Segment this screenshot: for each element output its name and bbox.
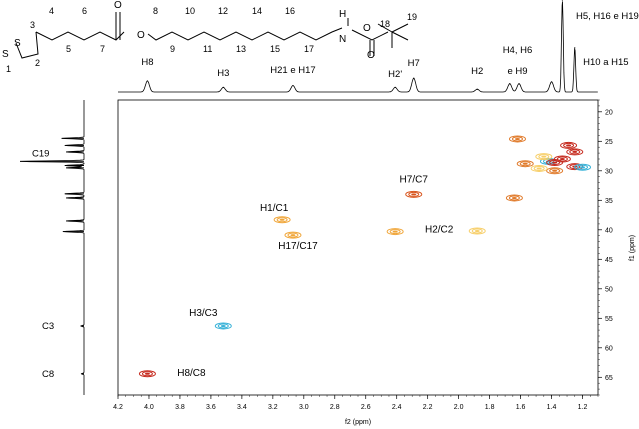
cross-peak-label: H2/C2 [424,224,454,236]
cross-peak-core [145,373,150,375]
plot-border [118,100,598,395]
carbon-number-8: 8 [153,6,159,16]
top-projection-peak [477,89,478,90]
cross-peak [387,229,403,235]
x-tick-label: 1.2 [577,404,588,411]
cross-peaks [139,136,590,377]
top-projection-label: e H9 [507,66,528,77]
x-tick-label: 1.8 [484,404,495,411]
side-projection-label: C19 [32,148,50,160]
cross-peak [506,195,522,201]
cross-peak-core [552,162,557,164]
y-tick-label: 20 [605,109,613,117]
top-projection-peak [395,87,396,88]
cross-peak [547,168,563,174]
atom-s1: S [2,49,9,60]
top-projection-label: H5, H16 e H19 [575,11,639,22]
x-tick-label: 3.4 [237,404,247,411]
cross-peak-core [393,231,398,233]
cross-peak [285,232,301,238]
x-tick-label: 3.8 [175,404,185,411]
carbon-number-9: 9 [170,44,176,54]
atom-o-carbamate-carbonyl: O [367,50,375,61]
cross-peak [274,217,290,223]
top-projection-label: H21 e H17 [270,65,316,76]
y-axis-title: f1 (ppm) [629,234,636,262]
atom-s2: S [14,38,21,49]
atom-o-carbonyl: O [114,0,122,11]
top-projection-peak [147,80,148,81]
y-tick-label: 60 [605,345,613,353]
top-projection-peak [292,85,293,86]
cross-peak-label: H3/C3 [189,307,218,319]
cross-peak-core [572,151,577,153]
cross-peak [469,228,485,234]
y-tick-label: 45 [605,256,613,264]
cross-peak-core [290,234,295,236]
atom-o-carbamate-ether: O [363,23,371,34]
x-tick-label: 3.6 [206,404,216,411]
cross-peak-labels [177,174,454,378]
carbon-number-4: 4 [49,6,55,16]
cross-peak-core [541,156,546,158]
cross-peak [531,165,547,171]
cross-peak [536,154,552,160]
top-projection-peak [518,83,519,84]
cross-peak-core [580,166,585,168]
cross-peak-core [515,138,520,140]
carbon-number-3: 3 [30,20,36,30]
carbon-number-11: 11 [203,44,213,54]
carbon-number-17: 17 [304,44,315,54]
cross-peak-label: H17/C17 [278,241,318,253]
side-projection-trace [20,100,84,395]
carbon-number-2: 2 [35,58,41,68]
cross-peak [517,161,533,167]
x-tick-label: 2.2 [422,404,433,411]
x-tick-label: 3.2 [267,404,278,411]
top-projection-label: H8 [141,57,154,68]
top-projection-label: H2 [471,66,484,77]
plot-area [118,100,598,395]
cross-peak [575,164,591,170]
carbon-number-7: 7 [100,44,106,54]
top-projection-label: H7 [407,58,420,69]
y-tick-label: 50 [605,286,613,294]
y-axis [598,100,613,395]
carbon-number-19: 19 [407,12,418,22]
top-projection-label: H10 a H15 [583,57,629,68]
cross-peak-core [475,230,480,232]
top-projection-label: H4, H6 [502,45,533,56]
cross-peak [215,323,231,329]
carbon-number-1: 1 [6,64,12,74]
top-projection-peak [562,0,563,1]
atom-o-ester: O [137,30,145,41]
carbon-number-13: 13 [236,44,247,54]
cross-peak-core [560,158,565,160]
carbon-number-15: 15 [270,44,281,54]
carbon-number-16: 16 [285,6,296,16]
cross-peak [554,156,570,162]
cross-peak [139,371,155,377]
cross-peak-core [537,167,542,169]
y-tick-label: 40 [605,227,613,235]
top-projection-peak [413,78,414,79]
carbon-number-12: 12 [218,6,229,16]
cross-peak-core [566,144,571,146]
side-projection-label: C3 [42,320,55,332]
carbon-number-14: 14 [252,6,263,16]
x-tick-label: 4.0 [144,404,154,411]
cross-peak-label: H8/C8 [177,367,206,379]
x-axis [113,395,598,411]
top-projection-peak [509,83,510,84]
top-projection-label: H3 [217,68,230,79]
cross-peak-core [552,170,557,172]
y-tick-label: 25 [605,138,613,146]
cross-peak-core [411,193,416,195]
top-projection-peak [574,47,575,48]
cross-peak [406,191,422,197]
cross-peak-core [512,197,517,199]
side-projection-labels [32,148,54,379]
carbon-number-5: 5 [66,44,72,54]
y-tick-label: 35 [605,197,613,205]
x-tick-label: 2.8 [329,404,340,411]
side-projection-spectrum [20,100,84,395]
cross-peak [509,136,525,142]
cross-peak [567,149,583,155]
y-tick-label: 30 [605,168,613,176]
x-tick-label: 4.2 [113,404,123,411]
top-projection-peak [223,87,224,88]
y-tick-label: 55 [605,315,613,323]
x-tick-label: 2.4 [391,404,402,411]
x-axis-title: f2 (ppm) [344,419,372,426]
y-tick-label: 65 [605,374,613,382]
cross-peak-core [280,219,285,221]
cross-peak-core [221,325,226,327]
atom-h: H [339,9,347,20]
cross-peak-label: H1/C1 [259,202,289,214]
x-tick-label: 1.4 [546,404,557,411]
x-tick-label: 2.6 [360,404,371,411]
side-projection-label: C8 [42,368,55,380]
top-projection-label: H2' [388,69,403,80]
carbon-number-10: 10 [185,6,196,16]
cross-peak-core [523,163,528,165]
x-tick-label: 1.6 [515,404,526,411]
x-tick-label: 2.0 [453,404,464,411]
cross-peak-label: H7/C7 [399,174,428,186]
x-tick-label: 3.0 [298,404,309,411]
carbon-number-6: 6 [82,6,88,16]
carbon-number-18: 18 [380,19,391,29]
top-projection-peak [551,81,552,82]
atom-n: N [339,34,347,45]
cross-peak [561,142,577,148]
